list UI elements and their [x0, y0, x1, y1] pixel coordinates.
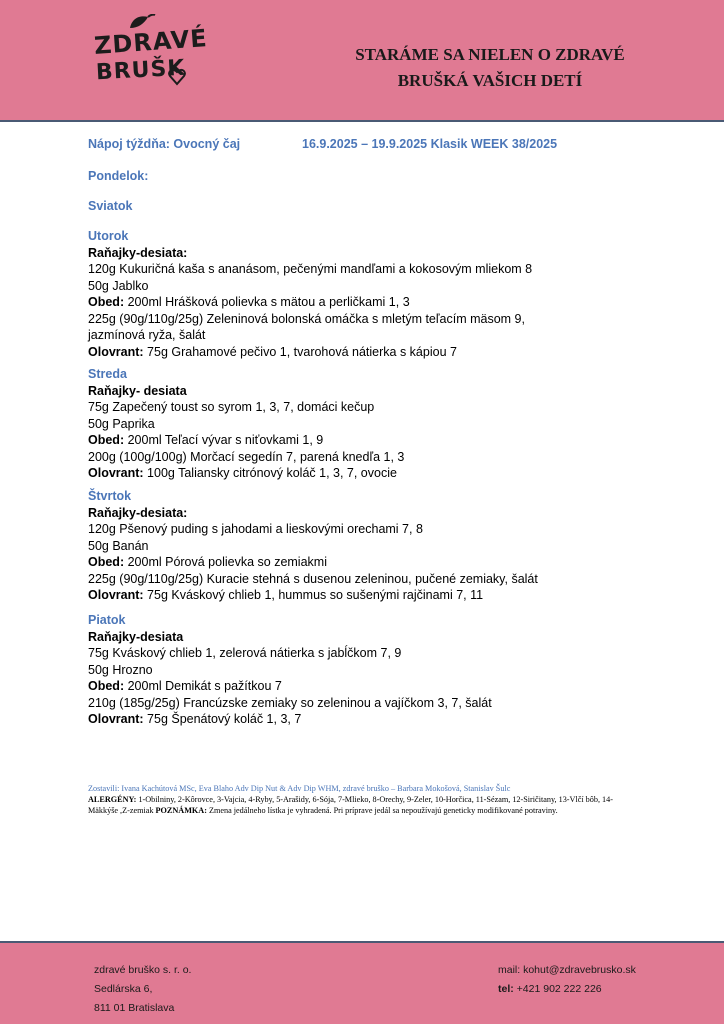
lunch-line: [88, 432, 648, 449]
day-heading-tuesday: Utorok: [88, 229, 129, 243]
menu-line: 210g (185g/25g) Francúzske zemiaky so zeleninou a vajíčkom 3, 7, šalát: [88, 695, 492, 710]
phone-line: [498, 980, 636, 999]
breakfast-label: Raňajky-desiata: [88, 629, 184, 644]
lunch-line: [88, 554, 648, 571]
slogan-line2: BRUŠKÁ VAŠICH DETÍ: [397, 71, 583, 90]
note-text: Zmena jedálneho lístka je vyhradená. Pri príprave jedál sa nepoužívajú geneticky modifikované potraviny.: [206, 806, 558, 815]
company-address: [94, 961, 191, 1018]
menu-line: 225g (90g/110g/25g) Kuracie stehná s dusenou zeleninou, pučené zemiaky, šalát: [88, 571, 538, 586]
week-dates: 16.9.2025 – 19.9.2025 Klasik WEEK 38/2025: [302, 137, 558, 151]
day-heading-thursday: Štvrtok: [88, 489, 132, 503]
tel-label: tel:: [498, 983, 514, 995]
thursday-section: [88, 488, 648, 604]
lunch-label: Obed:: [88, 295, 125, 309]
menu-line: 50g Jablko: [88, 278, 149, 293]
menu-line: 225g (90g/110g/25g) Zeleninová bolonská omáčka s mletým teľacím mäsom 9,: [88, 311, 525, 326]
breakfast-label: Raňajky-desiata:: [88, 245, 188, 260]
snack-line: [88, 465, 648, 482]
menu-line: 200g (100g/100g) Morčací segedín 7, parená knedľa 1, 3: [88, 449, 405, 464]
menu-line: 50g Banán: [88, 538, 149, 553]
week-info: [88, 137, 558, 151]
menu-text: 200ml Demikát s pažítkou 7: [124, 679, 282, 693]
menu-line: 75g Kváskový chlieb 1, zelerová nátierka s jabĺčkom 7, 9: [88, 646, 402, 660]
note-label: POZNÁMKA:: [155, 806, 207, 815]
drink-of-week: Nápoj týždňa: Ovocný čaj: [88, 137, 241, 151]
heart-icon: [168, 68, 186, 86]
lunch-line: [88, 678, 648, 695]
menu-line: jazmínová ryža, šalát: [88, 328, 206, 342]
slogan: [300, 42, 680, 94]
mail-line[interactable]: mail: kohut@zdravebrusko.sk: [498, 964, 636, 976]
snack-line: [88, 344, 648, 361]
menu-line: 50g Paprika: [88, 416, 155, 431]
day-heading-monday: Pondelok:: [88, 169, 149, 183]
tuesday-section: [88, 228, 648, 360]
snack-label: Olovrant:: [88, 344, 144, 359]
friday-section: [88, 612, 648, 728]
snack-label: Olovrant:: [88, 712, 144, 726]
authors-line: Zostavili: Ivana Kachútová MSc, Eva Blaho Adv Dip Nut & Adv Dip WHM, zdravé bruško – Barbara Mokošová, Stanislav Šulc: [88, 784, 511, 793]
breakfast-label: Raňajky-desiata:: [88, 505, 188, 520]
menu-text: 200ml Pórová polievka so zemiakmi: [124, 555, 327, 569]
footnote: [88, 783, 628, 816]
menu-text: 200ml Teľací vývar s niťovkami 1, 9: [124, 433, 324, 447]
menu-text: 100g Taliansky citrónový koláč 1, 3, 7, ovocie: [143, 466, 397, 480]
menu-text: 75g Kváskový chlieb 1, hummus so sušenými rajčinami 7, 11: [143, 588, 484, 602]
menu-line: 75g Zapečený toust so syrom 1, 3, 7, domáci kečup: [88, 400, 375, 414]
monday-note-block: [88, 198, 648, 215]
lunch-label: Obed:: [88, 433, 125, 447]
contact-info: [498, 961, 636, 999]
breakfast-label: Raňajky- desiata: [88, 383, 187, 398]
day-heading-friday: Piatok: [88, 613, 126, 627]
snack-label: Olovrant:: [88, 588, 144, 602]
company-name: zdravé bruško s. r. o.: [94, 964, 192, 976]
brand-logo: [92, 14, 209, 104]
snack-line: [88, 711, 648, 728]
allergens-note: [88, 794, 628, 816]
menu-text: 75g Grahamové pečivo 1, tvarohová nátierka s kápiou 7: [143, 344, 457, 359]
menu-line: 120g Pšenový puding s jahodami a lieskovými orechami 7, 8: [88, 522, 423, 536]
tel-number[interactable]: +421 902 222 226: [513, 983, 602, 995]
header-banner: [0, 0, 724, 122]
monday-section: [88, 168, 648, 185]
logo-text-line2: BRUŠK: [95, 55, 187, 86]
menu-text: 75g Špenátový koláč 1, 3, 7: [143, 712, 302, 726]
menu-line: 120g Kukuričná kaša s ananásom, pečenými mandľami a kokosovým mliekom 8: [88, 262, 533, 276]
allergens-label: ALERGÉNY:: [88, 795, 137, 804]
footer-banner: [0, 941, 724, 1024]
lunch-line: [88, 294, 648, 311]
lunch-label: Obed:: [88, 679, 125, 693]
slogan-line1: STARÁME SA NIELEN O ZDRAVÉ: [355, 45, 625, 64]
menu-text: 200ml Hrášková polievka s mätou a perličkami 1, 3: [124, 295, 410, 309]
allergens-list: 1-Obilniny, 2-Kôrovce, 3-Vajcia, 4-Ryby, 5-Arašidy, 6-Sója, 7-Mlieko, 8-Orechy, 9-Zeler, 10-Horčica, 11-Sézam, 12-Siričitany, 13-Vlčí bôb, 14-Mäkkýše ,Z-zemiak: [88, 795, 613, 815]
day-heading-wednesday: Streda: [88, 367, 127, 381]
wednesday-section: [88, 366, 648, 482]
snack-label: Olovrant:: [88, 466, 144, 480]
street: Sedlárska 6,: [94, 983, 153, 995]
city: 811 01 Bratislava: [94, 1002, 175, 1014]
logo-text-line1: ZDRAVÉ: [93, 24, 209, 60]
lunch-label: Obed:: [88, 555, 125, 569]
monday-note: Sviatok: [88, 199, 133, 213]
snack-line: [88, 587, 648, 604]
menu-line: 50g Hrozno: [88, 662, 153, 677]
